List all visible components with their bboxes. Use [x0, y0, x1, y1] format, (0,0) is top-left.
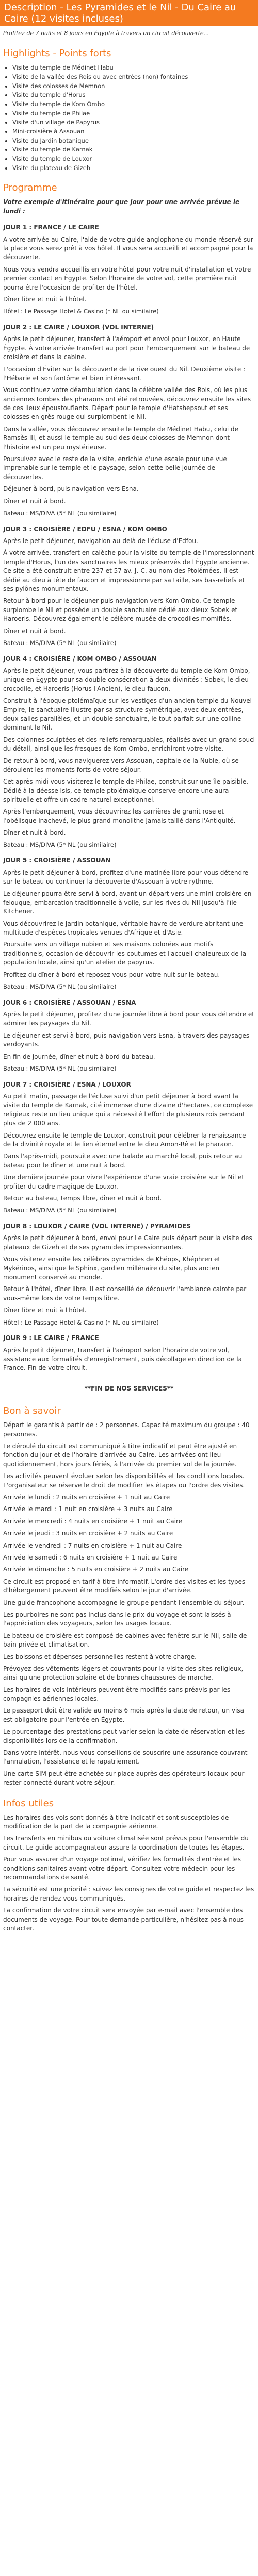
day-block [3, 1080, 255, 1215]
day-title: JOUR 6 : CROISIÈRE / ASSOUAN / ESNA [3, 998, 136, 1006]
infos-utiles-paragraph: Pour vous assurer d'un voyage optimal, vérifiez les formalités d'entrée et les conditions sanitaires avant votre départ. Consultez votre médecin pour les recommandations de santé. [3, 1856, 241, 1882]
day-paragraph: Dans la vallée, vous découvrez ensuite le temple de Médinet Habu, celui de Ramsès III, et aussi le temple au sud des deux colosses de Memnon dont l'histoire est un peu mystérieuse. [3, 425, 239, 451]
day-paragraph: Après le petit déjeuner, transfert à l'aéroport selon l'horaire de votre vol, assistance aux formalités d'enregistrement, puis décollage en direction de la France. Fin de votre circuit. [3, 1346, 242, 1372]
bon-a-savoir-paragraph: Le déroulé du circuit est communiqué à titre indicatif et peut être ajusté en fonction du jour et de l'horaire d'arrivée au Caire. Les arrivées ont lieu quotidiennement, hors jours fériés, à l'arrivée du premier vol de la journée. [3, 1443, 237, 1468]
day-paragraph: À votre arrivée, transfert en calèche pour la visite du temple de l'impressionnant temple d'Horus, l'un des sanctuaires les mieux préservés de l'Égypte ancienne. Ce site a été construit entre 237 et 57 av. J.-C. au nom des Ptolémées. Il est dédié au dieu à tête de faucon et impressionne par sa taille, ses bas-reliefs et ses pylônes monumentaux. [3, 549, 254, 592]
day-paragraph: Retour à l'hôtel, dîner libre. Il est conseillé de découvrir l'ambiance cairote par vous-même lors de votre temps libre. [3, 1285, 247, 1302]
day-paragraph: Après le petit déjeuner, transfert à l'aéroport et envol pour Louxor, en Haute Égypte. À votre arrivée transfert au port pour l'embarquement sur le bateau de croisière et dans la cabine. [3, 335, 250, 361]
bon-a-savoir-paragraph: Le bateau de croisière est composé de cabines avec fenêtre sur le Nil, salle de bain privée et climatisation. [3, 1632, 247, 1649]
infos-utiles-paragraph: Les horaires des vols sont donnés à titre indicatif et sont susceptibles de modification de la part de la compagnie aérienne. [3, 1814, 229, 1831]
highlight-item: • Visite du temple de Karnak [12, 145, 255, 154]
day-block [3, 655, 255, 850]
day-accommodation: Bateau : MS/DIVA (5* NL (ou similaire) [3, 639, 117, 647]
day-paragraph: Dîner et nuit à bord. [3, 627, 66, 635]
highlight-item: • Visite du temple de Médinet Habu [12, 63, 255, 72]
day-paragraph: Vous découvrirez le Jardin botanique, véritable havre de verdure abritant une multitude d'espèces tropicales venues d'Afrique et d'Asie. [3, 920, 244, 937]
infos-utiles-section [3, 1814, 255, 1934]
bon-a-savoir-paragraph: Une guide francophone accompagne le groupe pendant l'ensemble du séjour. [3, 1599, 245, 1606]
day-paragraph: Nous vous vendra accueillis en votre hôtel pour votre nuit d'installation et votre premier contact en Égypte. Selon l'horaire de votre vol, cette première nuit pourra être l'occasion de profiter de l'hôtel. [3, 265, 251, 291]
highlight-item: • Visite d'un village de Papyrus [12, 118, 255, 127]
bon-a-savoir-paragraph: Arrivée le dimanche : 5 nuits en croisière + 2 nuits au Caire [3, 1566, 189, 1573]
day-paragraph: Déjeuner à bord, puis navigation vers Esna. [3, 485, 139, 493]
bon-a-savoir-paragraph: Dans votre intérêt, nous vous conseillons de souscrire une assurance couvrant l'annulation, l'assistance et le rapatriement. [3, 1749, 248, 1766]
day-block [3, 223, 255, 316]
day-paragraph: Le déjeuner pourra être servi à bord, avant un départ vers une mini-croisière en felouque, embarcation traditionnelle à voile, sur les rives du Nil jusqu'à l'île Kitchener. [3, 890, 252, 916]
day-paragraph: Dîner et nuit à bord. [3, 497, 66, 505]
day-accommodation: Hôtel : Le Passage Hotel & Casino (* NL ou similaire) [3, 308, 159, 315]
day-title: JOUR 4 : CROISIÈRE / KOM OMBO / ASSOUAN [3, 655, 157, 663]
programme-title: Programme [3, 182, 57, 194]
day-title: JOUR 2 : LE CAIRE / LOUXOR (VOL INTERNE) [3, 323, 154, 331]
day-accommodation: Bateau : MS/DIVA (5* NL (ou similaire) [3, 983, 117, 991]
day-paragraph: Retour au bateau, temps libre, dîner et nuit à bord. [3, 1195, 162, 1202]
infos-utiles-paragraph: La sécurité est une priorité : suivez les consignes de votre guide et respectez les horaires de rendez-vous communiqués. [3, 1886, 254, 1902]
day-block [3, 323, 255, 518]
day-accommodation: Bateau : MS/DIVA (5* NL (ou similaire) [3, 509, 117, 517]
bon-a-savoir-paragraph: Arrivée le jeudi : 3 nuits en croisière + 2 nuits au Caire [3, 1530, 173, 1537]
bon-a-savoir-paragraph: Les activités peuvent évoluer selon les disponibilités et les conditions locales. L'organisateur se réserve le droit de modifier les étapes ou l'ordre des visites. [3, 1472, 245, 1489]
day-title: JOUR 3 : CROISIÈRE / EDFU / ESNA / KOM OMBO [3, 525, 167, 533]
day-paragraph: Le déjeuner est servi à bord, puis navigation vers Esna, à travers des paysages verdoyants. [3, 1031, 250, 1048]
bon-a-savoir-paragraph: Le pourcentage des prestations peut varier selon la date de réservation et les disponibilités lors de la confirmation. [3, 1728, 245, 1744]
day-block [3, 525, 255, 648]
day-paragraph: Après le petit déjeuner à bord, envol pour Le Caire puis départ pour la visite des plateaux de Gizeh et de ses pyramides impressionnantes. [3, 1234, 252, 1251]
page-banner: Description - Les Pyramides et le Nil - Du Caire au Caire (12 visites incluses) [0, 0, 258, 26]
day-title: JOUR 7 : CROISIÈRE / ESNA / LOUXOR [3, 1080, 131, 1088]
highlight-item: • Visite du temple de Philae [12, 109, 255, 118]
end-separator: **FIN DE NOS SERVICES** [84, 1384, 174, 1392]
day-block [3, 856, 255, 991]
bon-a-savoir-paragraph: Les horaires de vols intérieurs peuvent être modifiés sans préavis par les compagnies aériennes locales. [3, 1686, 231, 1703]
content [0, 29, 258, 1941]
day-block [3, 1334, 255, 1373]
bon-a-savoir-paragraph: Arrivée le samedi : 6 nuits en croisière + 1 nuit au Caire [3, 1553, 178, 1561]
day-paragraph: Au petit matin, passage de l'écluse suivi d'un petit déjeuner à bord avant la visite du temple de Karnak, cité immense d'une dizaine d'hectares, ce complexe religieux reste un lieu unique qui a nécessité l'effort de plusieurs rois pendant plus de 2 000 ans. [3, 1093, 253, 1127]
infos-utiles-paragraph: Les transferts en minibus ou voiture climatisée sont prévus pour l'ensemble du circuit. Le guide accompagnateur assure la coordination de toutes les étapes. [3, 1835, 249, 1851]
day-paragraph: Dîner libre et nuit à l'hôtel. [3, 1307, 87, 1314]
bon-a-savoir-paragraph: Ce circuit est proposé en tarif à titre informatif. L'ordre des visites et les types d'hébergement peuvent être modifiés selon le jour d'arrivée. [3, 1578, 246, 1595]
day-paragraph: Après le petit déjeuner, profitez d'une journée libre à bord pour vous détendre et admirer les paysages du Nil. [3, 1011, 254, 1027]
bon-a-savoir-paragraph: Arrivée le vendredi : 7 nuits en croisière + 1 nuit au Caire [3, 1541, 182, 1549]
day-paragraph: Cet après-midi vous visiterez le temple de Philae, construit sur une île paisible. Dédié à la déesse Isis, ce temple ptolémaïque conserve encore une aura spirituelle et offre un cadre naturel exceptionnel. [3, 778, 249, 804]
highlight-item: • Visite des colosses de Memnon [12, 82, 255, 91]
day-title: JOUR 5 : CROISIÈRE / ASSOUAN [3, 857, 111, 865]
day-paragraph: Dîner et nuit à bord. [3, 829, 66, 837]
day-accommodation: Bateau : MS/DIVA (5* NL (ou similaire) [3, 841, 117, 849]
bon-a-savoir-paragraph: Les boissons et dépenses personnelles restent à votre charge. [3, 1653, 197, 1660]
day-title: JOUR 8 : LOUXOR / CAIRE (VOL INTERNE) / PYRAMIDES [3, 1223, 191, 1230]
day-paragraph: Construit à l'époque ptolémaïque sur les vestiges d'un ancien temple du Nouvel Empire, le sanctuaire illustre par sa structure symétrique, avec deux entrées, deux salles parallèles, et un double sanctuaire, le tout parfait sur une colline dominant le Nil. [3, 697, 252, 732]
day-accommodation: Bateau : MS/DIVA (5* NL (ou similaire) [3, 1065, 117, 1073]
day-paragraph: Une dernière journée pour vivre l'expérience d'une vraie croisière sur le Nil et profiter du cadre magique de Louxor. [3, 1174, 245, 1190]
intro-text: Profitez de 7 nuits et 8 jours en Égypte à travers un circuit découverte... [3, 30, 209, 37]
bon-a-savoir-paragraph: Arrivée le mercredi : 4 nuits en croisière + 1 nuit au Caire [3, 1517, 183, 1525]
bon-a-savoir-paragraph: Une carte SIM peut être achetée sur place auprès des opérateurs locaux pour rester connecté durant votre séjour. [3, 1770, 245, 1787]
day-paragraph: Découvrez ensuite le temple de Louxor, construit pour célébrer la renaissance de la divinité royale et le lien éternel entre le dieu Amon-Rê et le pharaon. [3, 1131, 246, 1148]
day-paragraph: Après le petit déjeuner à bord, profitez d'une matinée libre pour vous détendre sur le bateau ou continuer la découverte d'Assouan à votre rythme. [3, 869, 249, 886]
bon-a-savoir-paragraph: Le passeport doit être valide au moins 6 mois après la date de retour, un visa est obligatoire pour l'entrée en Égypte. [3, 1707, 244, 1723]
day-paragraph: Dîner libre et nuit à l'hôtel. [3, 295, 87, 303]
bon-a-savoir-paragraph: Départ le garantis à partir de : 2 personnes. Capacité maximum du groupe : 40 personnes. [3, 1421, 250, 1438]
day-paragraph: Retour à bord pour le déjeuner puis navigation vers Kom Ombo. Ce temple surplombe le Nil et possède un double sanctuaire dédié aux dieux Sobek et Haroeris. Découvrez également le célèbre musée de crocodiles momifiés. [3, 597, 238, 623]
highlights-list [3, 63, 255, 172]
day-paragraph: En fin de journée, dîner et nuit à bord du bateau. [3, 1053, 155, 1060]
highlight-item: • Visite du plateau de Gizeh [12, 164, 255, 173]
day-paragraph: Poursuite vers un village nubien et ses maisons colorées aux motifs traditionnels, occasion de découvrir les coutumes et l'accueil chaleureux de la population locale, ainsi qu'un atelier de papyrus. [3, 941, 247, 967]
highlights-title: Highlights - Points forts [3, 48, 111, 59]
highlight-item: • Visite du temple d'Horus [12, 91, 255, 99]
day-paragraph: Après l'embarquement, vous découvrirez les carrières de granit rose et l'obélisque inachevé, le plus grand monolithe jamais taillé dans l'Antiquité. [3, 808, 236, 824]
bon-a-savoir-section [3, 1421, 255, 1787]
infos-utiles-title: Infos utiles [3, 1798, 54, 1809]
highlight-item: • Visite du temple de Louxor [12, 155, 255, 163]
day-paragraph: Vous continuez votre déambulation dans la célèbre vallée des Rois, où les plus anciennes tombes des pharaons ont été retrouvées, découvrez ensuite les sites de ces lieux époustouflants. Départ pour le temple d'Hatshepsout et ses colosses en grès rouge qui surplombent le Nil. [3, 386, 251, 421]
day-paragraph: Poursuivez avec le reste de la visite, enrichie d'une escale pour une vue imprenable sur le temple et le paysage, selon cette belle journée de découvertes. [3, 455, 227, 481]
day-accommodation: Bateau : MS/DIVA (5* NL (ou similaire) [3, 1207, 117, 1214]
bon-a-savoir-title: Bon à savoir [3, 1405, 61, 1417]
bon-a-savoir-paragraph: Les pourboires ne sont pas inclus dans le prix du voyage et sont laissés à l'appréciation des voyageurs, selon les usages locaux. [3, 1611, 231, 1628]
day-paragraph: De retour à bord, vous naviguerez vers Assouan, capitale de la Nubie, où se déroulent les moments forts de votre séjour. [3, 757, 239, 773]
programme-intro: Votre exemple d'itinéraire pour que jour pour une arrivée prévue le lundi : [3, 198, 240, 215]
day-paragraph: Des colonnes sculptées et des reliefs remarquables, réalisés avec un grand souci du détail, ainsi que les fresques de Kom Ombo, enrichiront votre visite. [3, 736, 255, 753]
bon-a-savoir-paragraph: Arrivée le lundi : 2 nuits en croisière + 1 nuit au Caire [3, 1494, 170, 1501]
highlight-item: • Visite du Jardin botanique [12, 137, 255, 145]
highlight-item: • Mini-croisière à Assouan [12, 127, 255, 136]
day-accommodation: Hôtel : Le Passage Hotel & Casino (* NL ou similaire) [3, 1318, 159, 1326]
day-paragraph: Dans l'après-midi, poursuite avec une balade au marché local, puis retour au bateau pour le dîner et une nuit à bord. [3, 1153, 243, 1169]
highlight-item: • Visite du temple de Kom Ombo [12, 100, 255, 109]
day-paragraph: Vous visiterez ensuite les célèbres pyramides de Khéops, Khéphren et Mykérinos, ainsi que le Sphinx, gardien millénaire du site, plus ancien monument conservé au monde. [3, 1256, 221, 1281]
highlight-item: • Visite de la vallée des Rois ou avec entrées (non) fontaines [12, 73, 255, 81]
day-paragraph: Après le petit déjeuner, vous partirez à la découverte du temple de Kom Ombo, unique en Égypte pour sa double consécration à deux divinités : Sobek, le dieu crocodile, et Haroeris (Horus l'Ancien), le dieu faucon. [3, 667, 250, 692]
day-paragraph: Après le petit déjeuner, navigation au-delà de l'écluse d'Edfou. [3, 537, 198, 545]
days-container [3, 223, 255, 1373]
day-title: JOUR 9 : LE CAIRE / FRANCE [3, 1334, 99, 1342]
day-paragraph: Profitez du dîner à bord et reposez-vous pour votre nuit sur le bateau. [3, 971, 220, 978]
infos-utiles-paragraph: La confirmation de votre circuit sera envoyée par e-mail avec l'ensemble des documents de voyage. Pour toute demande particulière, n'hésitez pas à nous contacter. [3, 1907, 244, 1932]
day-paragraph: L'occasion d'Éviter sur la découverte de la rive ouest du Nil. Deuxième visite : l'Hébarie et son fantôme et bien intéressant. [3, 365, 246, 382]
day-title: JOUR 1 : FRANCE / LE CAIRE [3, 224, 99, 231]
bon-a-savoir-paragraph: Arrivée le mardi : 1 nuit en croisière + 3 nuits au Caire [3, 1505, 173, 1513]
day-paragraph: A votre arrivée au Caire, l'aide de votre guide anglophone du monde réservé sur la place vous serez prêt à vos hôtel. Il vous sera accueilli et accompagné pour la découverte. [3, 235, 253, 261]
bon-a-savoir-paragraph: Prévoyez des vêtements légers et couvrants pour la visite des sites religieux, ainsi qu'une protection solaire et de bonnes chaussures de marche. [3, 1665, 244, 1682]
day-block [3, 998, 255, 1073]
day-block [3, 1222, 255, 1327]
